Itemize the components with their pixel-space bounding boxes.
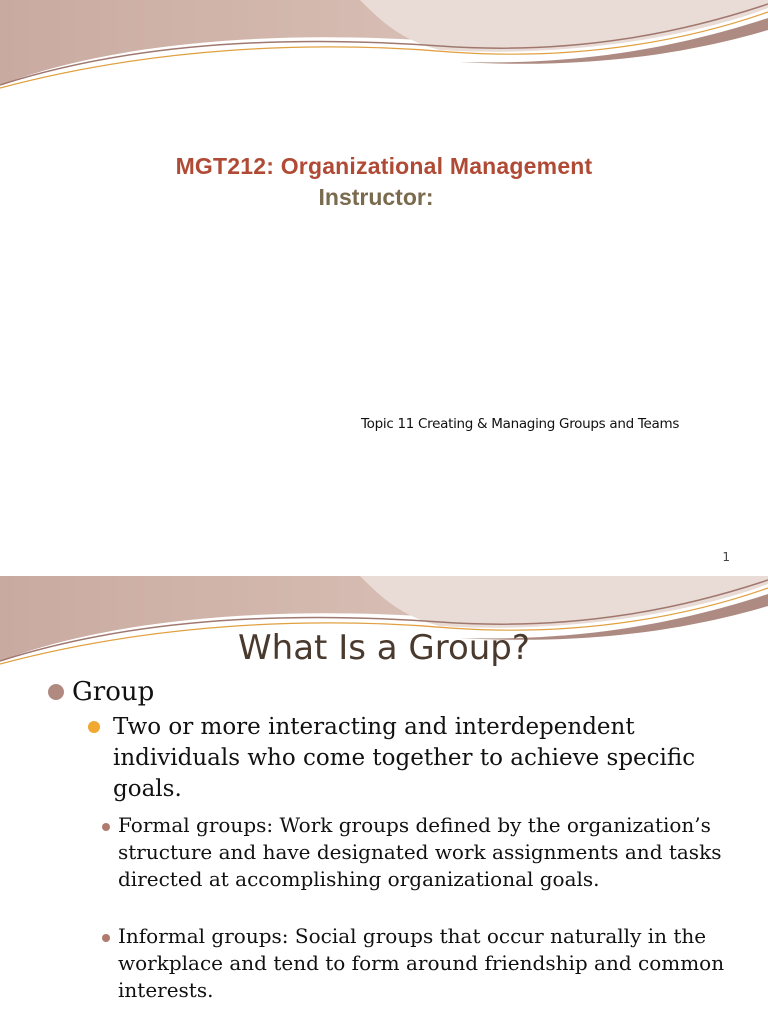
bullet-dot	[88, 721, 100, 733]
bullet-dot	[48, 684, 64, 700]
instructor-label: Instructor:	[318, 184, 434, 210]
decorative-wave-banner	[0, 0, 768, 95]
topic-label: Topic 11 Creating & Managing Groups and Teams	[361, 416, 680, 432]
course-title: MGT212: Organizational Management	[175, 153, 593, 179]
bullet-dot	[102, 934, 110, 942]
slide-title: What Is a Group?	[238, 628, 530, 668]
group-definition: Two or more interacting and interdependent individuals who come together to achieve specific goals.	[113, 714, 696, 802]
formal-groups-text: Formal groups: Work groups defined by the organization’s structure and have designated work assignments and tasks directed at accomplishing organizational goals.	[118, 813, 722, 891]
informal-groups-text: Informal groups: Social groups that occur naturally in the workplace and tend to form around friendship and common interests.	[118, 924, 725, 1002]
bullet-dot	[102, 823, 110, 831]
page-number: 1	[722, 550, 730, 564]
content-slide	[0, 576, 768, 1024]
bullet-group: Group	[72, 677, 155, 707]
